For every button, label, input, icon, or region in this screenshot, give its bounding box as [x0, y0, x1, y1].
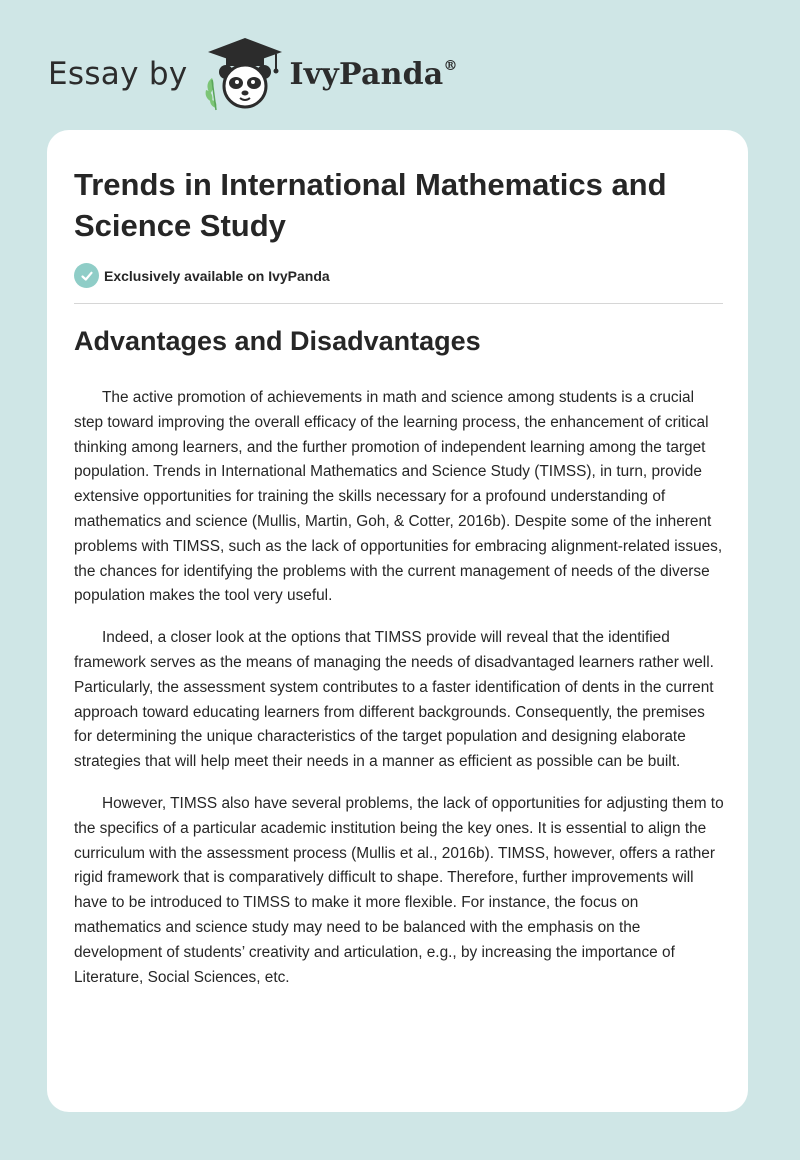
- paragraph-1: The active promotion of achievements in math and science among students is a crucial step toward improving the overall efficacy of the learning process, the enhancement of critical thinking among learners, and the further promotion of independent learning among the target population. Trends in International Mathematics and Science Study (TIMSS), in turn, provide extensive opportunities for training the skills necessary for a profound understanding of mathematics and science (Mullis, Martin, Goh, & Cotter, 2016b). Despite some of the inherent problems with TIMSS, such as the lack of opportunities for embracing alignment-related issues, the chances for identifying the problems with the current management of needs of the diverse population makes the tool very useful.: [74, 389, 723, 605]
- essay-body: [74, 386, 726, 1007]
- divider: [74, 303, 723, 304]
- brand-name[interactable]: [290, 57, 458, 92]
- registered-mark: ®: [443, 57, 458, 74]
- paragraph-2: Indeed, a closer look at the options that TIMSS provide will reveal that the identified framework serves as the means of managing the needs of disadvantaged learners rather well. Particularly, the assessment system contributes to a faster identification of dents in the current approach toward educating learners from different backgrounds. Consequently, the premises for determining the unique characteristics of the target population and designing elaborate strategies that will help meet their needs in a manner as efficient as possible can be built.: [74, 629, 714, 771]
- page-title: Trends in International Mathematics and Science Study: [74, 167, 667, 243]
- paragraph-3: However, TIMSS also have several problems, the lack of opportunities for adjusting them to the specifics of a particular academic institution being the key ones. It is essential to align the curriculum with the assessment process (Mullis et al., 2016b). TIMSS, however, offers a rather rigid framework that is comparatively difficult to shape. Therefore, further improvements will have to be introduced to TIMSS to make it more flexible. For instance, the focus on mathematics and science study may need to be balanced with the emphasis on the development of students’ creativity and articulation, e.g., by increasing the importance of Literature, Social Sciences, etc.: [74, 794, 724, 986]
- check-circle-icon: [74, 263, 99, 288]
- panda-graduate-logo-icon[interactable]: [202, 36, 288, 112]
- exclusive-badge: [74, 263, 330, 288]
- section-heading: Advantages and Disadvantages: [74, 326, 481, 356]
- badge-label: Exclusively available on IvyPanda: [104, 267, 330, 284]
- essay-card: [47, 130, 748, 1112]
- site-header: [48, 34, 458, 114]
- brand-name-text: IvyPanda: [289, 56, 444, 92]
- essay-by-label: Essay by: [48, 56, 188, 92]
